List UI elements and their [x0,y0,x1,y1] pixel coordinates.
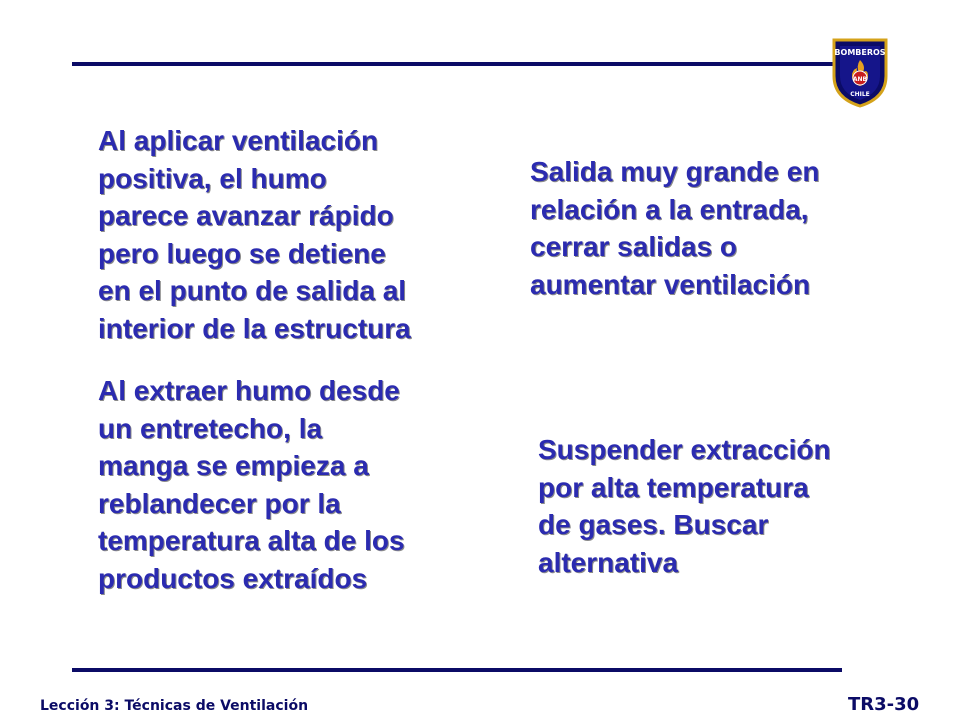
right-paragraph-2 [538,431,868,581]
text-line: parece avanzar rápido [98,200,394,231]
text-line: pero luego se detiene [98,237,386,269]
text-line: por alta temperatura [538,471,809,503]
text-line: relación a la entrada, [530,193,809,225]
right-paragraph-1 [530,153,860,303]
text-line: productos extraídos [98,562,368,594]
bottom-divider [72,668,842,672]
lesson-title: Lección 3: Técnicas de Ventilación [40,698,309,714]
text-line: interior de la estructura [98,312,411,344]
logo-top-text: BOMBEROS [834,48,886,57]
text-line: cerrar salidas o [530,231,738,262]
text-line: de gases. Buscar [538,509,769,540]
text-line: Suspender extracción [538,434,831,465]
text-line: manga se empieza a [98,450,369,481]
text-line: Al extraer humo desde [98,375,400,406]
slide-code: TR3-30 [848,694,920,715]
left-paragraph-2 [98,372,438,597]
text-line: en el punto de salida al [98,275,407,306]
text-line: Al aplicar ventilación [98,125,379,156]
text-line: positiva, el humo [98,162,327,194]
text-line: temperatura alta de los [98,525,405,556]
text-line: un entretecho, la [98,412,323,444]
text-line: reblandecer por la [98,487,341,519]
top-divider [72,62,842,66]
text-line: Salida muy grande en [530,156,820,187]
logo-center-text: ANB [852,76,868,83]
bomberos-shield-logo [828,36,892,108]
text-line: alternativa [538,546,679,578]
left-paragraph-1 [98,122,438,347]
text-line: aumentar ventilación [530,268,811,300]
logo-bottom-text: CHILE [850,91,870,98]
